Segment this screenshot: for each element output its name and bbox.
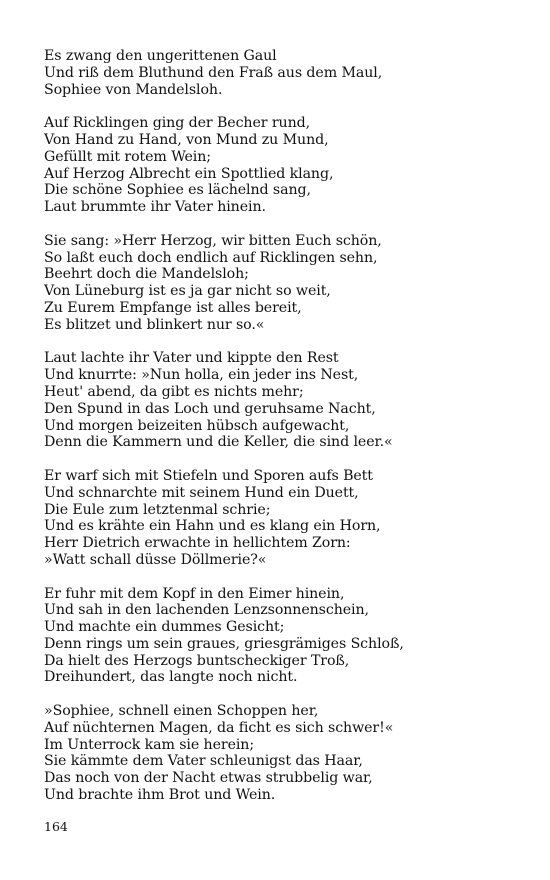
poem-line: Die Eule zum letztenmal schrie;: [44, 501, 271, 518]
poem-line: Das noch von der Nacht etwas strubbelig war,: [44, 770, 373, 787]
poem-line: Und schnarchte mit seinem Hund ein Duett,: [44, 484, 359, 501]
poem-line: Und morgen beizeiten hübsch aufgewacht,: [44, 417, 350, 434]
poem-line: Herr Dietrich erwachte in hellichtem Zorn:: [44, 535, 351, 552]
stanza-5: [44, 468, 524, 569]
poem-line: Sie sang: »Herr Herzog, wir bitten Euch schön,: [44, 232, 382, 249]
poem-line: »Sophiee, schnell einen Schoppen her,: [44, 703, 319, 720]
poem-line: Denn rings um sein graues, griesgrämiges Schloß,: [44, 635, 404, 652]
poem-line: Gefüllt mit rotem Wein;: [44, 148, 211, 165]
poem-line: Auf Herzog Albrecht ein Spottlied klang,: [44, 165, 334, 182]
poem-line: Zu Eurem Empfange ist alles bereit,: [44, 299, 302, 316]
poem-line: Von Hand zu Hand, von Mund zu Mund,: [44, 131, 329, 148]
poem-line: Und brachte ihm Brot und Wein.: [44, 787, 276, 804]
poem-line: Und es krähte ein Hahn und es klang ein Horn,: [44, 518, 381, 535]
poem-line: Sophiee von Mandelsloh.: [44, 81, 223, 98]
poem-line: Da hielt des Herzogs buntscheckiger Troß,: [44, 652, 350, 669]
poem-line: Laut brummte ihr Vater hinein.: [44, 199, 266, 216]
poem-line: Sie kämmte dem Vater schleunigst das Haar,: [44, 753, 363, 770]
stanza-4: [44, 350, 524, 451]
poem-line: Dreihundert, das langte noch nicht.: [44, 669, 298, 686]
poem-line: Denn die Kammern und die Keller, die sind leer.«: [44, 434, 393, 451]
poem-line: Auf Ricklingen ging der Becher rund,: [44, 115, 311, 132]
stanza-7: [44, 703, 524, 804]
page-number: 164: [44, 819, 68, 834]
stanza-2: [44, 115, 524, 216]
poem-line: Es zwang den ungerittenen Gaul: [44, 48, 277, 64]
poem-line: Beehrt doch die Mandelsloh;: [44, 266, 249, 283]
poem-line: Heut' abend, da gibt es nichts mehr;: [44, 383, 304, 400]
poem-line: Und knurrte: »Nun holla, ein jeder ins Nest,: [44, 367, 359, 384]
poem-line: Er warf sich mit Stiefeln und Sporen aufs Bett: [44, 467, 373, 484]
stanza-3: [44, 233, 524, 334]
poem-line: Von Lüneburg ist es ja gar nicht so weit,: [44, 283, 331, 300]
poem-line: Und machte ein dummes Gesicht;: [44, 619, 285, 636]
poem-line: Und sah in den lachenden Lenzsonnenschein,: [44, 602, 369, 619]
poem-line: Auf nüchternen Magen, da ficht es sich schwer!«: [44, 719, 394, 736]
stanza-6: [44, 586, 524, 687]
poem-line: Es blitzet und blinkert nur so.«: [44, 316, 265, 333]
poem-line: Die schöne Sophiee es lächelnd sang,: [44, 182, 311, 199]
poem-body: [44, 48, 524, 821]
poem-line: Und riß dem Bluthund den Fraß aus dem Maul,: [44, 64, 383, 81]
poem-line: Laut lachte ihr Vater und kippte den Rest: [44, 350, 339, 367]
poem-line: So laßt euch doch endlich auf Ricklingen sehn,: [44, 249, 378, 266]
poem-line: Im Unterrock kam sie herein;: [44, 736, 255, 753]
stanza-1: [44, 48, 524, 98]
poem-line: »Watt schall düsse Döllmerie?«: [44, 551, 267, 568]
poem-line: Er fuhr mit dem Kopf in den Eimer hinein,: [44, 585, 345, 602]
poem-line: Den Spund in das Loch und geruhsame Nacht,: [44, 400, 376, 417]
